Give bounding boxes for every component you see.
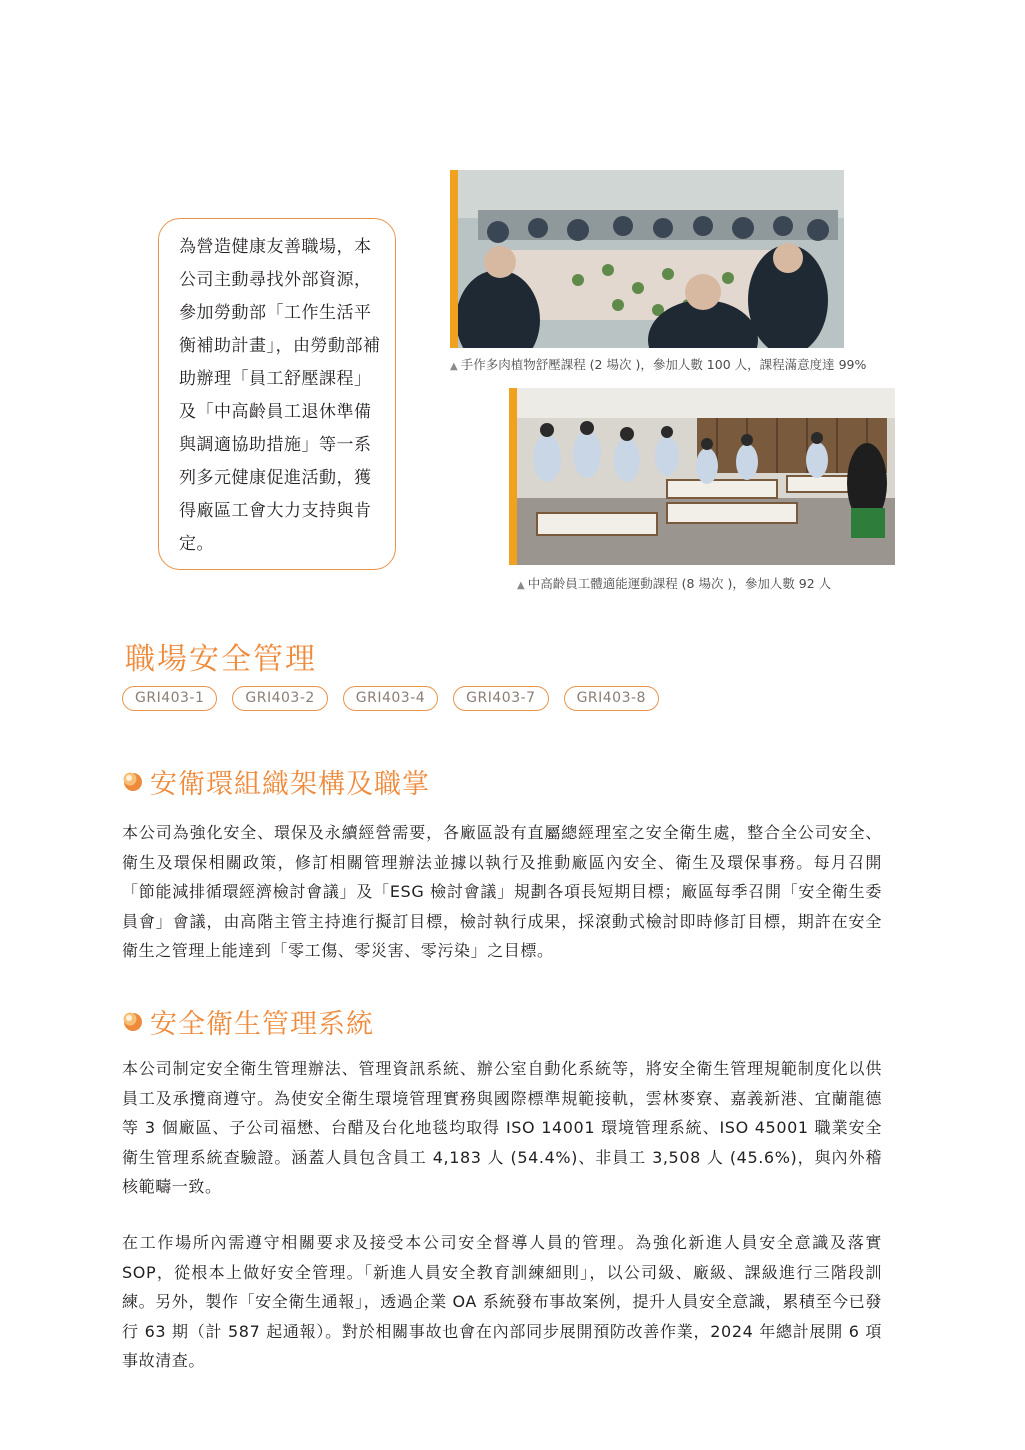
gri-tag: GRI403-4 [343, 686, 438, 711]
gri-tag: GRI403-7 [453, 686, 548, 711]
triangle-icon: ▲ [517, 580, 525, 591]
paragraph: 本公司為強化安全、環保及永續經營需要，各廠區設有直屬總經理室之安全衛生處，整合全公司安全、衛生及環保相關政策，修訂相關管理辦法並據以執行及推動廠區內安全、衛生及環保事務。每月召開「節能減排循環經濟檢討會議」及「ESG 檢討會議」規劃各項長短期目標；廠區每季召開「安全衛生委員會」會議，由高階主管主持進行擬訂目標，檢討執行成果，採滾動式檢討即時修訂目標，期許在安全衛生之管理上能達到「零工傷、零災害、零污染」之目標。 [122, 823, 882, 960]
gri-tag: GRI403-2 [232, 686, 327, 711]
gri-tag: GRI403-8 [564, 686, 659, 711]
triangle-icon: ▲ [450, 361, 458, 372]
photo-caption: ▲ 中高齡員工體適能運動課程 (8 場次 )，參加人數 92 人 [517, 576, 832, 591]
photo-fitness-class [509, 388, 895, 565]
paragraph: 在工作場所內需遵守相關要求及接受本公司安全督導人員的管理。為強化新進人員安全意識及落實 SOP，從根本上做好安全管理。「新進人員安全教育訓練細則」，以公司級、廠級、課級進行三階段訓練。另外，製作「安全衛生通報」，透過企業 OA 系統發布事故案例，提升人員安全意識，累積至今已發行 63 期（計 587 起通報）。對於相關事故也會在內部同步展開預防改善作業，2024 年總計展開 6 項事故清查。 [122, 1233, 882, 1370]
gri-tag: GRI403-1 [122, 686, 217, 711]
bullet-icon [122, 1011, 144, 1033]
section-title: 職場安全管理 [125, 642, 317, 677]
photo-succulent-workshop [450, 170, 844, 348]
callout-box [158, 218, 396, 570]
photo-caption: ▲ 手作多肉植物舒壓課程 (2 場次 )，參加人數 100 人，課程滿意度達 99% [450, 357, 867, 372]
gri-tag-list [122, 686, 659, 711]
bullet-icon [122, 771, 144, 793]
subsection-heading: 安全衛生管理系統 [122, 1002, 374, 1041]
subsection-heading: 安衛環組織架構及職掌 [122, 762, 430, 801]
paragraph: 本公司制定安全衛生管理辦法、管理資訊系統、辦公室自動化系統等，將安全衛生管理規範制度化以供員工及承攬商遵守。為使安全衛生環境管理實務與國際標準規範接軌，雲林麥寮、嘉義新港、宜蘭龍德等 3 個廠區、子公司福懋、台醋及台化地毯均取得 ISO 14001 環境管理系統、ISO 45001 職業安全衛生管理系統查驗證。涵蓋人員包含員工 4,183 人 (54.4%)、非員工 3,508 人 (45.6%)，與內外稽核範疇一致。 [122, 1059, 882, 1196]
callout-text: 為營造健康友善職場，本公司主動尋找外部資源，參加勞動部「工作生活平衡補助計畫」，由勞動部補助辦理「員工舒壓課程」及「中高齡員工退休準備與調適協助措施」等一系列多元健康促進活動，獲得廠區工會大力支持與肯定。 [179, 237, 381, 554]
